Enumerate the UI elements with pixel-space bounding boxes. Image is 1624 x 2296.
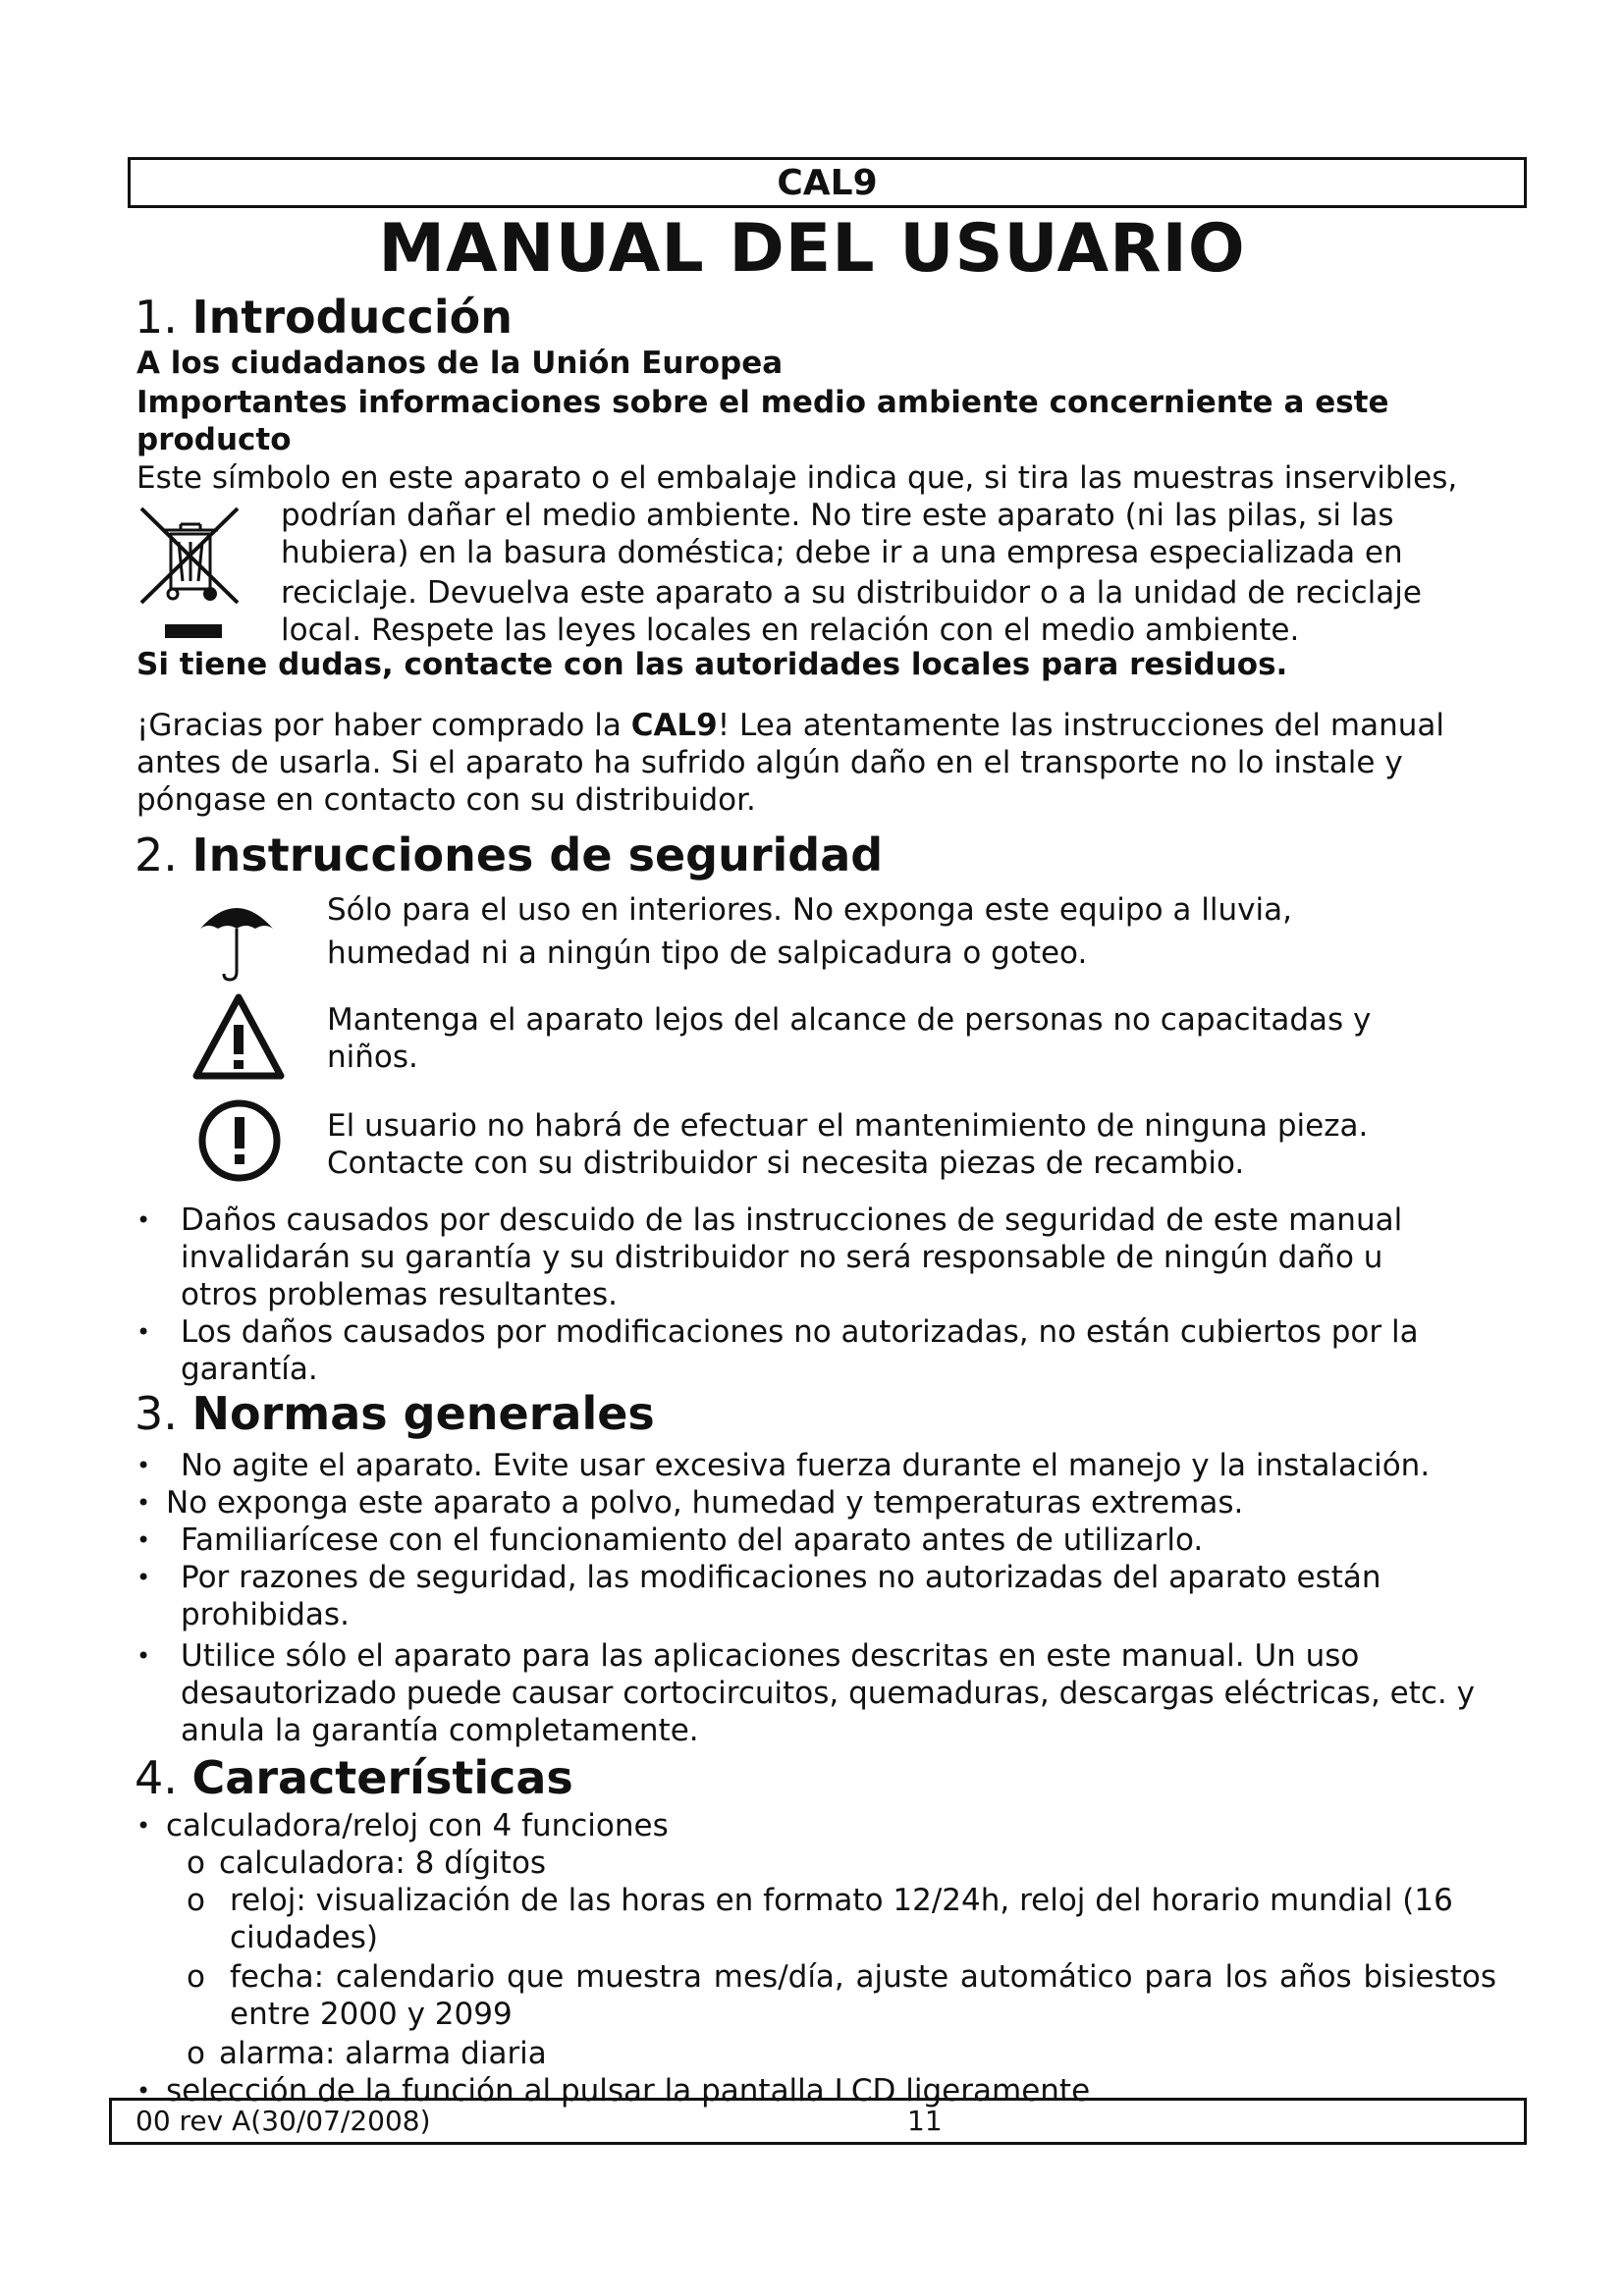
environment-subheading-line2: producto xyxy=(136,422,292,457)
document-title: MANUAL DEL USUARIO xyxy=(378,210,1246,288)
warning-indoor-line2: humedad ni a ningún tipo de salpicadura o goteo. xyxy=(327,935,1088,971)
umbrella-icon xyxy=(196,893,277,982)
exclamation-circle-icon xyxy=(196,1097,283,1184)
section-1-heading xyxy=(135,290,513,345)
feature-sub-text: fecha: calendario que muestra mes/día, ajuste automático para los años bisiestos entre 2000 y 2099 xyxy=(230,1959,1496,2032)
section-1-title: Introducción xyxy=(191,291,513,344)
general-rule-text: No exponga este aparato a polvo, humedad y temperaturas extremas. xyxy=(166,1485,1244,1521)
bullet-icon: • xyxy=(136,1318,151,1346)
general-rule-text: Utilice sólo el aparato para las aplicaciones descritas en este manual. Un uso desautorizado puede causar cortocircuitos, quemaduras, descargas eléctricas, etc. y anula la garantía completamente. xyxy=(181,1638,1475,1748)
circle-bullet-icon: o xyxy=(187,1845,205,1881)
warning-service-line1: El usuario no habrá de efectuar el mantenimiento de ninguna pieza. xyxy=(327,1108,1369,1144)
bullet-icon: • xyxy=(136,1564,151,1591)
warning-children-line2: niños. xyxy=(327,1040,418,1075)
section-4-heading xyxy=(135,1750,573,1805)
general-rule-text: Por razones de seguridad, las modificaciones no autorizadas del aparato están prohibidas. xyxy=(181,1560,1381,1632)
general-rule-text: No agite el aparato. Evite usar excesiva fuerza durante el manejo y la instalación. xyxy=(181,1448,1431,1483)
thanks-text-end: ! Lea atentamente las instrucciones del manual antes de usarla. Si el aparato ha sufrido algún daño en el transporte no lo instale y póngase en contacto con su distribuidor. xyxy=(136,708,1444,818)
section-2-heading xyxy=(135,828,883,882)
bullet-icon: • xyxy=(136,1642,151,1670)
section-4-title: Características xyxy=(191,1751,573,1804)
revision-label: 00 rev A(30/07/2008) xyxy=(135,2105,431,2137)
feature-bullet-text: calculadora/reloj con 4 funciones xyxy=(166,1808,669,1843)
feature-sub-text: calculadora: 8 dígitos xyxy=(219,1845,547,1881)
bullet-icon: • xyxy=(136,1489,151,1517)
feature-bullet-text: selección de la función al pulsar la pantalla LCD ligeramente xyxy=(166,2073,1091,2109)
safety-bullet-text: Los daños causados por modificaciones no autorizadas, no están cubiertos por la garantía. xyxy=(181,1314,1419,1387)
bullet-icon: • xyxy=(136,1812,151,1840)
environment-text-line3: hubiera) en la basura doméstica; debe ir a una empresa especializada en xyxy=(281,535,1403,570)
section-3-heading xyxy=(135,1386,655,1441)
warning-children-line1: Mantenga el aparato lejos del alcance de personas no capacitadas y xyxy=(327,1002,1372,1038)
warning-service-line2: Contacte con su distribuidor si necesita piezas de recambio. xyxy=(327,1146,1245,1181)
eu-citizens-subheading: A los ciudadanos de la Unión Europea xyxy=(136,346,784,381)
section-2-number: 2. xyxy=(135,828,178,881)
circle-bullet-icon: o xyxy=(187,2036,205,2071)
section-4-number: 4. xyxy=(135,1751,178,1804)
circle-bullet-icon: o xyxy=(187,1883,205,1918)
page-number: 11 xyxy=(907,2105,943,2137)
thanks-paragraph xyxy=(136,707,1511,819)
circle-bullet-icon: o xyxy=(187,1959,205,1995)
warning-indoor-line1: Sólo para el uso en interiores. No exponga este equipo a lluvia, xyxy=(327,892,1292,928)
environment-text-line5: local. Respete las leyes locales en relación con el medio ambiente. xyxy=(281,613,1300,648)
section-3-number: 3. xyxy=(135,1387,178,1440)
safety-bullet-text: Daños causados por descuido de las instrucciones de seguridad de este manual invalidarán su garantía y su distribuidor no será responsable de ningún daño u otros problemas resultantes. xyxy=(181,1202,1403,1312)
bullet-icon: • xyxy=(136,1526,151,1554)
model-label: CAL9 xyxy=(777,162,878,203)
warning-triangle-icon xyxy=(192,993,285,1082)
crossed-out-wheelie-bin-icon xyxy=(135,499,244,646)
bullet-icon: • xyxy=(136,2077,151,2105)
environment-text-line1: Este símbolo en este aparato o el embalaje indica que, si tira las muestras inservibles, xyxy=(136,460,1458,496)
feature-sub-text: alarma: alarma diaria xyxy=(219,2036,547,2071)
page-footer xyxy=(109,2098,1527,2145)
general-rule-text: Familiarícese con el funcionamiento del aparato antes de utilizarlo. xyxy=(181,1522,1204,1558)
model-header xyxy=(128,157,1527,208)
bullet-icon: • xyxy=(136,1206,151,1234)
environment-subheading-line1: Importantes informaciones sobre el medio ambiente concerniente a este xyxy=(136,385,1389,420)
environment-text-line2: podrían dañar el medio ambiente. No tire este aparato (ni las pilas, si las xyxy=(281,498,1394,533)
thanks-text-start: ¡Gracias por haber comprado la xyxy=(136,708,631,743)
section-3-title: Normas generales xyxy=(191,1387,655,1440)
feature-sub-text: reloj: visualización de las horas en formato 12/24h, reloj del horario mundial (16 ciudades) xyxy=(230,1883,1453,1955)
thanks-model-name: CAL9 xyxy=(630,708,718,743)
contact-authorities-note: Si tiene dudas, contacte con las autoridades locales para residuos. xyxy=(136,647,1288,682)
section-2-title: Instrucciones de seguridad xyxy=(191,828,884,881)
environment-text-line4: reciclaje. Devuelva este aparato a su distribuidor o a la unidad de reciclaje xyxy=(281,575,1422,611)
section-1-number: 1. xyxy=(135,291,178,344)
bullet-icon: • xyxy=(136,1452,151,1479)
